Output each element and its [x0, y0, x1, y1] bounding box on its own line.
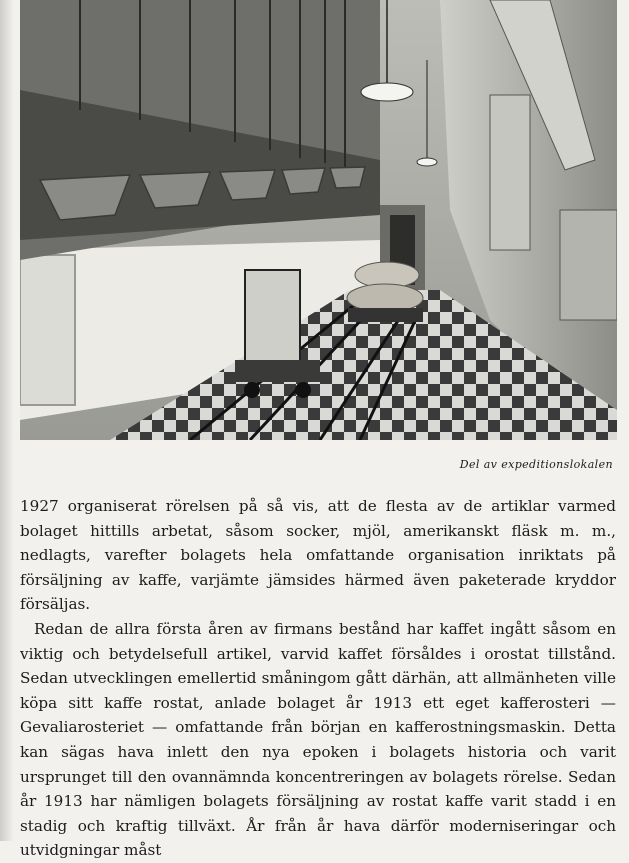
- photo-caption: Del av expeditionslokalen: [459, 458, 613, 471]
- warehouse-photograph: [20, 0, 617, 440]
- page-edge-shadow: [0, 0, 14, 841]
- paragraph: 1927 organiserat rörelsen på så vis, att de flesta av de artiklar varmed bolaget hittills arbetat, såsom socker, mjöl, amerikanskt fläsk m. m., nedlagts, varefter bolagets hela omfattande organisation inriktats på försäljning av kaffe, varjämte jämsides härmed även paketerade kryddor försäljas.: [20, 497, 616, 614]
- paragraph: Redan de allra första åren av firmans bestånd har kaffet ingått såsom en viktig och betydelsefull artikel, varvid kaffet försåldes i orostat tillstånd. Sedan utvecklingen emellertid småningom gått därhän, att allmänheten ville köpa sitt kaffe rostat, anlade bolaget år 1913 ett eget kafferosteri — Gevaliarosteriet — omfattande från början en kafferostningsmaskin. Detta kan sägas hava inlett den nya epoken i bolagets historia och varit ursprunget till den ovannämnda koncentreringen av bolagets rörelse. Sedan år 1913 har nämligen bolagets försäljning av rostat kaffe varit stadd i en stadig och kraftig tillväxt. År från år hava därför moderniseringar och utvidgningar måst: [20, 619, 616, 860]
- body-text: [20, 494, 616, 863]
